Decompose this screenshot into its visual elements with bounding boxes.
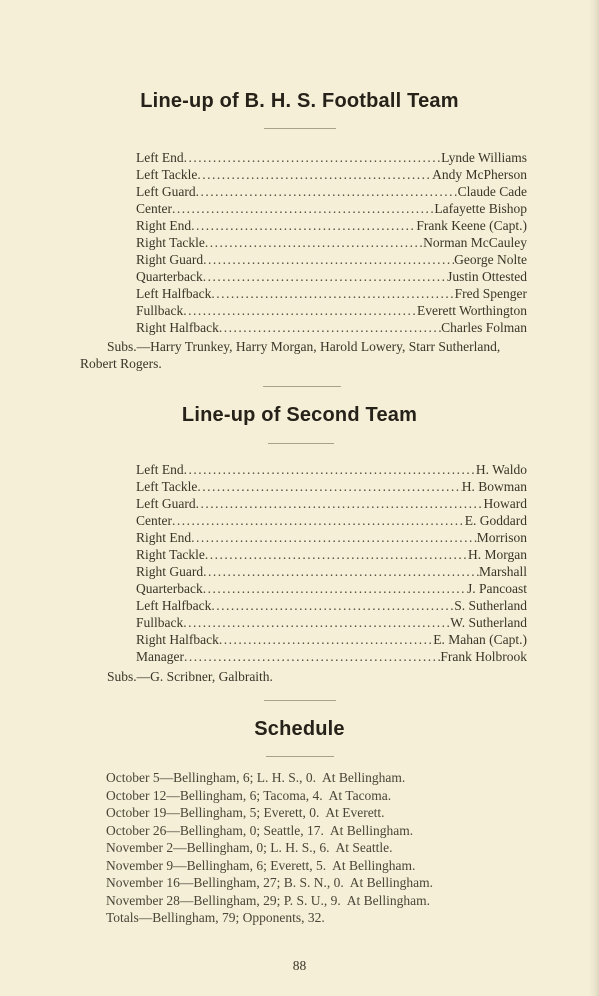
lineup-row (136, 496, 527, 513)
lineup-row (136, 320, 527, 337)
player-name: Justin Ottested (447, 269, 527, 284)
schedule-totals: Totals—Bellingham, 79; Opponents, 32. (106, 910, 325, 925)
position-name: Right End (136, 530, 192, 545)
dot-leader (183, 615, 450, 631)
lineup-row (136, 615, 527, 632)
position-name: Right Guard (136, 252, 204, 267)
position-name: Left Guard (136, 496, 196, 511)
lineup-row (136, 513, 527, 530)
position-name: Right Tackle (136, 235, 205, 250)
dot-leader (191, 530, 477, 546)
section-divider (264, 700, 336, 701)
position-name: Center (136, 513, 172, 528)
dot-leader (203, 252, 454, 268)
dot-leader (203, 564, 479, 580)
position-name: Left Tackle (136, 479, 198, 494)
dot-leader (219, 320, 441, 336)
section-divider (263, 386, 341, 387)
position-name: Fullback (136, 303, 184, 318)
position-name: Left Halfback (136, 286, 212, 301)
player-name: Frank Keene (Capt.) (416, 218, 527, 233)
player-name: E. Goddard (464, 513, 527, 528)
lineup-row (136, 598, 527, 615)
dot-leader (211, 286, 454, 302)
dot-leader (205, 547, 468, 563)
lineup-row (136, 184, 527, 201)
player-name: Morrison (476, 530, 527, 545)
lineup-row (136, 150, 527, 167)
schedule-game: October 19—Bellingham, 5; Everett, 0. At Everett. (106, 805, 385, 820)
schedule-title: Schedule (254, 718, 345, 740)
player-name: Frank Holbrook (440, 649, 527, 664)
varsity-lineup-list (136, 150, 527, 337)
player-name: Everett Worthington (416, 303, 527, 318)
lineup-row (136, 303, 527, 320)
dot-leader (197, 479, 461, 495)
position-name: Right Halfback (136, 320, 219, 335)
player-name: H. Morgan (468, 547, 527, 562)
schedule-game: November 9—Bellingham, 6; Everett, 5. At Bellingham. (106, 857, 416, 873)
position-name: Left End (136, 462, 184, 477)
varsity-subs-continued: Robert Rogers. (80, 356, 162, 371)
position-name: Left Tackle (136, 167, 198, 182)
schedule-game: November 28—Bellingham, 29; P. S. U., 9. At Bellingham. (106, 892, 430, 908)
dot-leader (172, 513, 465, 529)
dot-leader (191, 218, 416, 234)
varsity-subs: Subs.—Harry Trunkey, Harry Morgan, Harold Lowery, Starr Sutherland, (107, 339, 501, 354)
position-name: Quarterback (136, 269, 203, 284)
title-rule (268, 443, 334, 444)
lineup-row (136, 530, 527, 547)
position-name: Left Halfback (136, 598, 212, 613)
dot-leader (196, 496, 484, 512)
player-name: Howard (483, 496, 527, 511)
dot-leader (219, 632, 433, 648)
player-name: Fred Spenger (454, 286, 527, 301)
player-name: Lynde Williams (441, 150, 527, 165)
dot-leader (205, 235, 423, 251)
player-name: Charles Folman (441, 320, 527, 335)
lineup-row (136, 235, 527, 252)
position-name: Right End (136, 218, 192, 233)
dot-leader (172, 201, 434, 217)
player-name: E. Mahan (Capt.) (433, 632, 527, 647)
lineup-row (136, 252, 527, 269)
player-name: H. Bowman (461, 479, 527, 494)
schedule-game: October 5—Bellingham, 6; L. H. S., 0. At Bellingham. (106, 770, 406, 785)
lineup-row (136, 564, 527, 581)
player-name: H. Waldo (475, 462, 527, 477)
lineup-row (136, 201, 527, 218)
lineup-row (136, 286, 527, 303)
player-name: Norman McCauley (423, 235, 527, 250)
lineup-row (136, 581, 527, 598)
dot-leader (197, 167, 432, 183)
position-name: Quarterback (136, 581, 203, 596)
lineup-row (136, 649, 527, 666)
dot-leader (184, 649, 440, 665)
lineup-row (136, 547, 527, 564)
position-name: Right Halfback (136, 632, 219, 647)
second-team-subs: Subs.—G. Scribner, Galbraith. (107, 669, 273, 684)
player-name: S. Sutherland (454, 598, 527, 613)
page-edge (589, 0, 599, 996)
position-name: Fullback (136, 615, 184, 630)
dot-leader (184, 462, 476, 478)
player-name: George Nolte (454, 252, 527, 267)
dot-leader (183, 303, 417, 319)
page-number: 88 (292, 958, 307, 973)
player-name: Claude Cade (457, 184, 527, 199)
lineup-row (136, 479, 527, 496)
title-rule (266, 756, 334, 757)
lineup-row (136, 462, 527, 479)
schedule-game: November 16—Bellingham, 27; B. S. N., 0. At Bellingham. (106, 875, 433, 890)
dot-leader (184, 150, 442, 166)
position-name: Manager (136, 649, 184, 664)
schedule-game: October 12—Bellingham, 6; Tacoma, 4. At Tacoma. (106, 787, 392, 803)
varsity-lineup-title: Line-up of B. H. S. Football Team (140, 90, 459, 112)
position-name: Left End (136, 150, 184, 165)
dot-leader (203, 269, 447, 285)
player-name: Marshall (479, 564, 527, 579)
position-name: Left Guard (136, 184, 196, 199)
schedule-game: October 26—Bellingham, 0; Seattle, 17. At Bellingham. (106, 822, 414, 838)
schedule-game: November 2—Bellingham, 0; L. H. S., 6. At Seattle. (106, 840, 393, 855)
player-name: W. Sutherland (450, 615, 527, 630)
player-name: Andy McPherson (432, 167, 527, 182)
position-name: Right Tackle (136, 547, 205, 562)
position-name: Right Guard (136, 564, 204, 579)
dot-leader (211, 598, 454, 614)
lineup-row (136, 632, 527, 649)
player-name: J. Pancoast (467, 581, 527, 596)
second-team-lineup-list (136, 462, 527, 666)
position-name: Center (136, 201, 172, 216)
dot-leader (196, 184, 458, 200)
schedule-list (106, 770, 526, 928)
lineup-row (136, 167, 527, 184)
title-rule (264, 128, 336, 129)
lineup-row (136, 269, 527, 286)
dot-leader (203, 581, 467, 597)
lineup-row (136, 218, 527, 235)
player-name: Lafayette Bishop (434, 201, 527, 216)
second-team-title: Line-up of Second Team (181, 404, 418, 426)
